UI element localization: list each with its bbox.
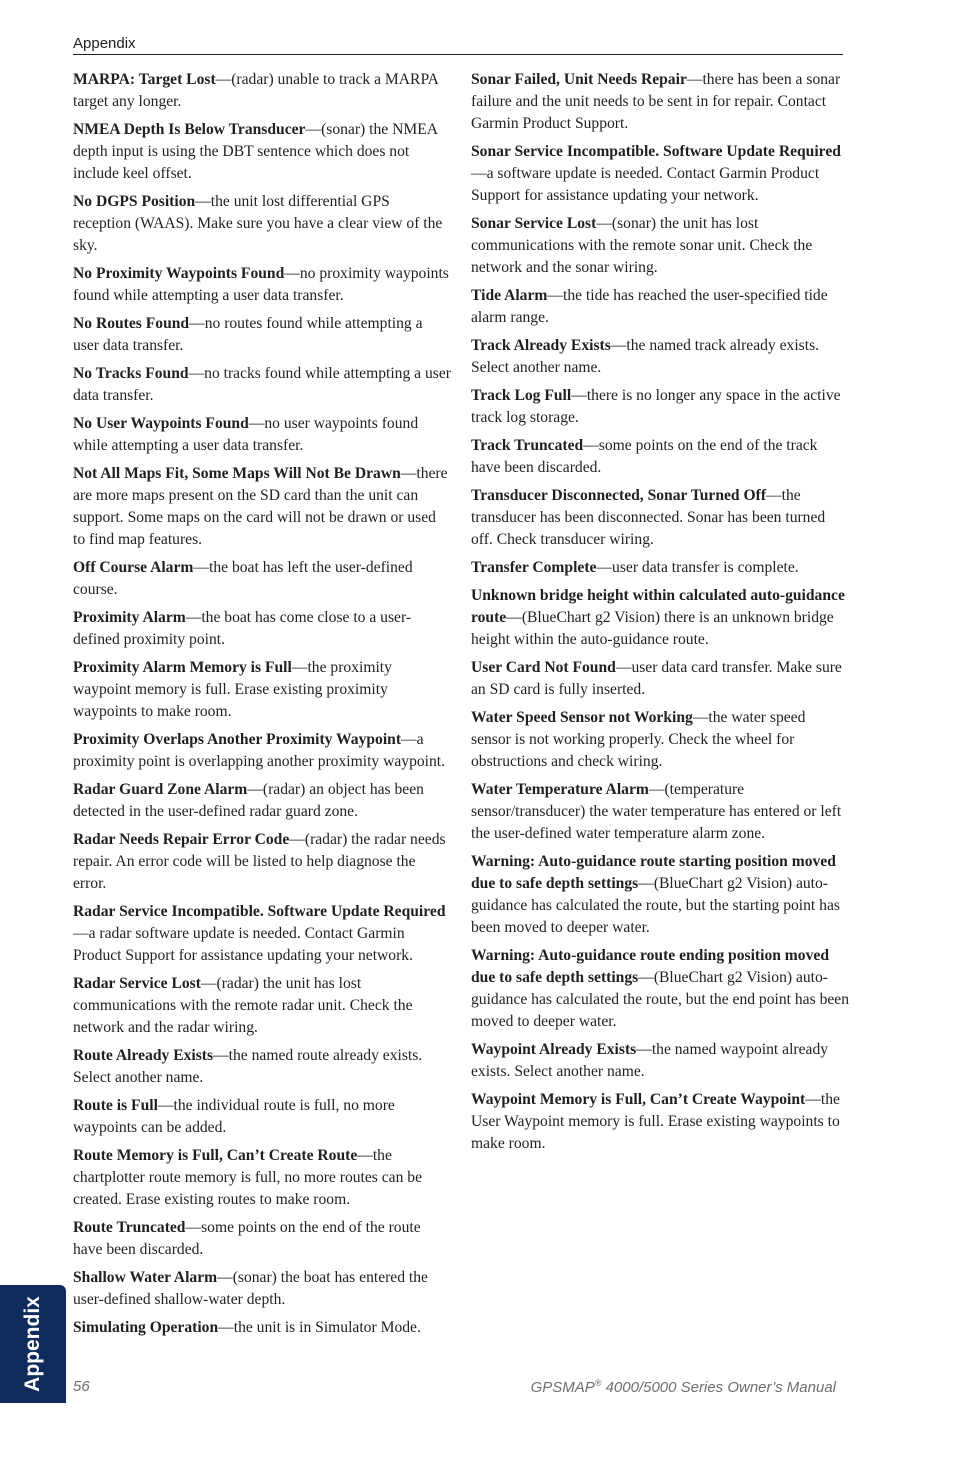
message-description: —there are more maps present on the SD card than the unit can support. Some maps on the card will not be drawn or used to find map features. xyxy=(73,465,448,548)
message-entry xyxy=(471,779,849,845)
message-entry xyxy=(73,1045,451,1089)
message-entry xyxy=(471,557,849,579)
message-entry xyxy=(471,945,849,1033)
message-entry xyxy=(73,263,451,307)
message-description: —user data card transfer. Make sure an SD card is fully inserted. xyxy=(471,659,842,698)
message-description: —some points on the end of the track have been discarded. xyxy=(471,437,818,476)
message-term: Route is Full xyxy=(73,1097,158,1114)
message-description: —(radar) the unit has lost communications with the remote radar unit. Check the network and the radar wiring. xyxy=(73,975,413,1036)
message-entry xyxy=(73,463,451,551)
message-term: Not All Maps Fit, Some Maps Will Not Be Drawn xyxy=(73,465,401,482)
message-term: Waypoint Memory is Full, Can’t Create Waypoint xyxy=(471,1091,806,1108)
message-description: —the chartplotter route memory is full, no more routes can be created. Erase existing routes to make room. xyxy=(73,1147,423,1208)
message-description: —the named route already exists. Select another name. xyxy=(73,1047,423,1086)
message-term: Route Memory is Full, Can’t Create Route xyxy=(73,1147,358,1164)
page-number: 56 xyxy=(73,1378,90,1395)
message-description: —a radar software update is needed. Contact Garmin Product Support for assistance updating your network. xyxy=(73,925,413,964)
message-term: MARPA: Target Lost xyxy=(73,71,216,88)
message-entry xyxy=(73,119,451,185)
message-description: —the boat has left the user-defined course. xyxy=(73,559,413,598)
message-entry xyxy=(471,1089,849,1155)
message-description: —the transducer has been disconnected. Sonar has been turned off. Check transducer wiring. xyxy=(471,487,826,548)
message-term: Proximity Alarm xyxy=(73,609,186,626)
message-term: Water Speed Sensor not Working xyxy=(471,709,693,726)
message-description: —some points on the end of the route have been discarded. xyxy=(73,1219,421,1258)
message-term: Radar Needs Repair Error Code xyxy=(73,831,290,848)
message-entry xyxy=(471,69,849,135)
message-description: —(radar) unable to track a MARPA target any longer. xyxy=(73,71,439,110)
message-term: Sonar Service Incompatible. Software Update Required xyxy=(471,143,841,160)
message-entry xyxy=(73,973,451,1039)
message-term: Track Log Full xyxy=(471,387,572,404)
message-term: Route Truncated xyxy=(73,1219,186,1236)
appendix-side-tab xyxy=(0,1285,66,1403)
message-entry xyxy=(73,1317,451,1339)
manual-title xyxy=(531,1378,836,1396)
message-entry xyxy=(471,335,849,379)
message-entry xyxy=(73,1145,451,1211)
message-description: —no user waypoints found while attempting a user data transfer. xyxy=(73,415,419,454)
manual-name: 4000/5000 Series Owner’s Manual xyxy=(601,1379,836,1396)
message-entry xyxy=(73,413,451,457)
message-entry xyxy=(73,607,451,651)
message-description: —(radar) an object has been detected in the user-defined radar guard zone. xyxy=(73,781,424,820)
message-description: —(BlueChart g2 Vision) auto-guidance has calculated the route, but the end point has been moved to deeper water. xyxy=(471,969,850,1030)
message-entry xyxy=(471,435,849,479)
message-term: Track Truncated xyxy=(471,437,584,454)
message-description: —(BlueChart g2 Vision) there is an unknown bridge height within the auto-guidance route. xyxy=(471,609,834,648)
message-term: Water Temperature Alarm xyxy=(471,781,649,798)
message-term: Warning: Auto-guidance route ending position moved due to safe depth settings xyxy=(471,947,829,986)
message-description: —the proximity waypoint memory is full. Erase existing proximity waypoints to make room. xyxy=(73,659,392,720)
message-term: No Routes Found xyxy=(73,315,190,332)
message-description: —the User Waypoint memory is full. Erase existing waypoints to make room. xyxy=(471,1091,840,1152)
message-description: —the individual route is full, no more waypoints can be added. xyxy=(73,1097,395,1136)
message-term: User Card Not Found xyxy=(471,659,616,676)
message-entry xyxy=(471,285,849,329)
message-entry xyxy=(73,363,451,407)
message-term: Shallow Water Alarm xyxy=(73,1269,218,1286)
registered-mark: ® xyxy=(594,1378,602,1388)
message-term: Radar Service Lost xyxy=(73,975,201,992)
message-entry xyxy=(471,485,849,551)
message-term: No Tracks Found xyxy=(73,365,189,382)
message-description: —no tracks found while attempting a user data transfer. xyxy=(73,365,451,404)
side-tab-label: Appendix xyxy=(21,1296,44,1392)
message-description: —no routes found while attempting a user data transfer. xyxy=(73,315,423,354)
message-term: No DGPS Position xyxy=(73,193,196,210)
message-description: —the named track already exists. Select another name. xyxy=(471,337,820,376)
message-entry xyxy=(73,313,451,357)
message-term: Simulating Operation xyxy=(73,1319,219,1336)
message-description: —a software update is needed. Contact Garmin Product Support for assistance updating your network. xyxy=(471,165,820,204)
message-description: —the tide has reached the user-specified tide alarm range. xyxy=(471,287,828,326)
message-term: Off Course Alarm xyxy=(73,559,194,576)
message-term: Sonar Service Lost xyxy=(471,215,597,232)
message-description: —a proximity point is overlapping another proximity waypoint. xyxy=(73,731,446,770)
right-column xyxy=(471,69,849,1161)
message-term: Proximity Overlaps Another Proximity Waypoint xyxy=(73,731,402,748)
message-description: —the unit is in Simulator Mode. xyxy=(218,1319,421,1336)
message-term: Unknown bridge height within calculated auto-guidance route xyxy=(471,587,845,626)
product-name: GPSMAP xyxy=(530,1379,595,1396)
message-term: Sonar Failed, Unit Needs Repair xyxy=(471,71,687,88)
message-description: —the named waypoint already exists. Select another name. xyxy=(471,1041,829,1080)
message-description: —(sonar) the boat has entered the user-defined shallow-water depth. xyxy=(73,1269,428,1308)
message-entry xyxy=(471,585,849,651)
message-description: —(radar) the radar needs repair. An error code will be listed to help diagnose the error. xyxy=(73,831,446,892)
message-entry xyxy=(73,1217,451,1261)
message-entry xyxy=(471,657,849,701)
message-term: Tide Alarm xyxy=(471,287,548,304)
page-header xyxy=(73,34,843,55)
message-description: —there has been a sonar failure and the unit needs to be sent in for repair. Contact Garmin Product Support. xyxy=(471,71,841,132)
message-term: Transfer Complete xyxy=(471,559,597,576)
message-entry xyxy=(73,557,451,601)
message-description: —the boat has come close to a user-defined proximity point. xyxy=(73,609,412,648)
message-entry xyxy=(471,851,849,939)
message-entry xyxy=(73,1267,451,1311)
message-term: NMEA Depth Is Below Transducer xyxy=(73,121,306,138)
message-term: No Proximity Waypoints Found xyxy=(73,265,285,282)
left-column xyxy=(73,69,451,1345)
message-description: —(sonar) the unit has lost communications with the remote sonar unit. Check the network and the sonar wiring. xyxy=(471,215,813,276)
message-term: Proximity Alarm Memory is Full xyxy=(73,659,292,676)
message-entry xyxy=(471,385,849,429)
message-term: Radar Guard Zone Alarm xyxy=(73,781,248,798)
message-description: —there is no longer any space in the active track log storage. xyxy=(471,387,841,426)
message-term: Track Already Exists xyxy=(471,337,611,354)
section-label: Appendix xyxy=(73,35,136,52)
message-term: Transducer Disconnected, Sonar Turned Off xyxy=(471,487,767,504)
message-term: Route Already Exists xyxy=(73,1047,214,1064)
message-description: —(sonar) the NMEA depth input is using the DBT sentence which does not include keel offset. xyxy=(73,121,438,182)
message-description: —(BlueChart g2 Vision) auto-guidance has calculated the route, but the starting point has been moved to deeper water. xyxy=(471,875,840,936)
message-entry xyxy=(73,779,451,823)
message-entry xyxy=(471,141,849,207)
message-description: —(temperature sensor/transducer) the water temperature has entered or left the user-defined water temperature alarm zone. xyxy=(471,781,842,842)
message-entry xyxy=(73,69,451,113)
message-entry xyxy=(73,1095,451,1139)
message-description: —no proximity waypoints found while attempting a user data transfer. xyxy=(73,265,449,304)
message-description: —the water speed sensor is not working properly. Check the wheel for obstructions and check wiring. xyxy=(471,709,806,770)
message-entry xyxy=(471,1039,849,1083)
message-entry xyxy=(73,191,451,257)
message-term: Warning: Auto-guidance route starting position moved due to safe depth settings xyxy=(471,853,836,892)
message-term: No User Waypoints Found xyxy=(73,415,249,432)
message-entry xyxy=(471,707,849,773)
message-entry xyxy=(73,729,451,773)
message-term: Radar Service Incompatible. Software Update Required xyxy=(73,903,446,920)
message-entry xyxy=(471,213,849,279)
message-entry xyxy=(73,657,451,723)
message-description: —user data transfer is complete. xyxy=(596,559,799,576)
message-entry xyxy=(73,829,451,895)
message-term: Waypoint Already Exists xyxy=(471,1041,637,1058)
message-entry xyxy=(73,901,451,967)
message-description: —the unit lost differential GPS reception (WAAS). Make sure you have a clear view of the sky. xyxy=(73,193,443,254)
